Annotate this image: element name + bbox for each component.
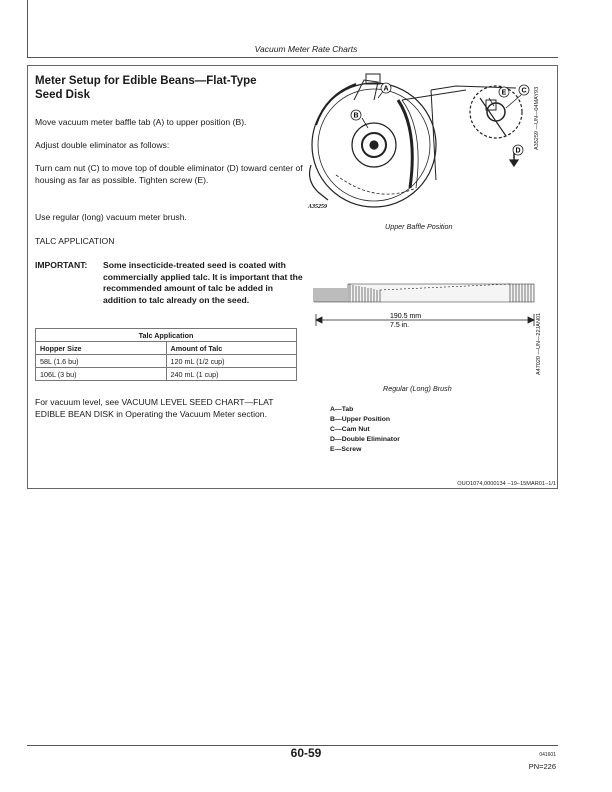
closing-note: For vacuum level, see VACUUM LEVEL SEED CHART—FLAT EDIBLE BEAN DISK in Operating the Vacuum Meter section. (35, 397, 274, 419)
figure-legend (330, 405, 400, 455)
table-cell: 58L (1.6 bu) (36, 355, 167, 368)
talc-heading: TALC APPLICATION (35, 236, 115, 246)
legend-item-e: E—Screw (330, 446, 362, 453)
figure1-caption: Upper Baffle Position (385, 222, 453, 231)
brush-dimension-mm: 190.5 mm (390, 313, 422, 320)
page-number: 60-59 (290, 746, 322, 760)
header-rule (27, 57, 558, 58)
step-3: Turn cam nut (C) to move top of double eliminator (D) toward center of housing as far as possible. Tighten screw (E). (35, 163, 303, 185)
table-cell: 240 mL (1 cup) (166, 368, 297, 381)
legend-item-a: A—Tab (330, 406, 354, 413)
date-code: 041601 (539, 752, 556, 758)
step-1: Move vacuum meter baffle tab (A) to upper position (B). (35, 117, 247, 127)
table-cell: 120 mL (1/2 cup) (166, 355, 297, 368)
table-caption-row (36, 329, 297, 342)
brush-dimension-in: 7.5 in. (390, 322, 410, 329)
table-header-row (36, 342, 297, 355)
callout-c: C (521, 87, 527, 95)
header-title: Vacuum Meter Rate Charts (254, 44, 358, 54)
table-header-hopper-size: Hopper Size (36, 342, 167, 355)
important-text: Some insecticide-treated seed is coated with commercially applied talc. It is important that the recommended amount of talc be added in addition to talc already on the seed. (103, 260, 303, 305)
pn-label: PN=226 (528, 762, 556, 771)
step-4: Use regular (long) vacuum meter brush. (35, 212, 187, 222)
figure1-id: A35259 —UN—04MAY93 (534, 86, 540, 150)
talc-table (35, 328, 297, 381)
figure2-caption: Regular (Long) Brush (383, 384, 452, 393)
table-row (36, 368, 297, 381)
callout-e: E (501, 89, 507, 97)
step-2: Adjust double eliminator as follows: (35, 140, 170, 150)
legend-item-c: C—Cam Nut (330, 426, 370, 433)
callout-b: B (353, 112, 359, 120)
table-row (36, 355, 297, 368)
important-label: IMPORTANT: (35, 260, 88, 270)
document-reference: OUO1074,0000134 −19−15MAR01−1/1 (457, 481, 556, 487)
upper-baffle-illustration (306, 70, 542, 220)
table-caption: Talc Application (36, 329, 297, 342)
figure2-id: A47020 —UN—22JAN01 (536, 312, 542, 375)
callout-d: D (515, 147, 521, 155)
legend-item-d: D—Double Eliminator (330, 436, 400, 443)
section-title: Meter Setup for Edible Beans—Flat-Type Seed Disk (35, 75, 257, 101)
legend-item-b: B—Upper Position (330, 416, 391, 423)
figure1-code: A35259 (308, 204, 328, 210)
table-cell: 106L (3 bu) (36, 368, 167, 381)
brush-illustration (310, 280, 540, 340)
table-header-amount-talc: Amount of Talc (166, 342, 297, 355)
callout-a: A (383, 85, 389, 93)
